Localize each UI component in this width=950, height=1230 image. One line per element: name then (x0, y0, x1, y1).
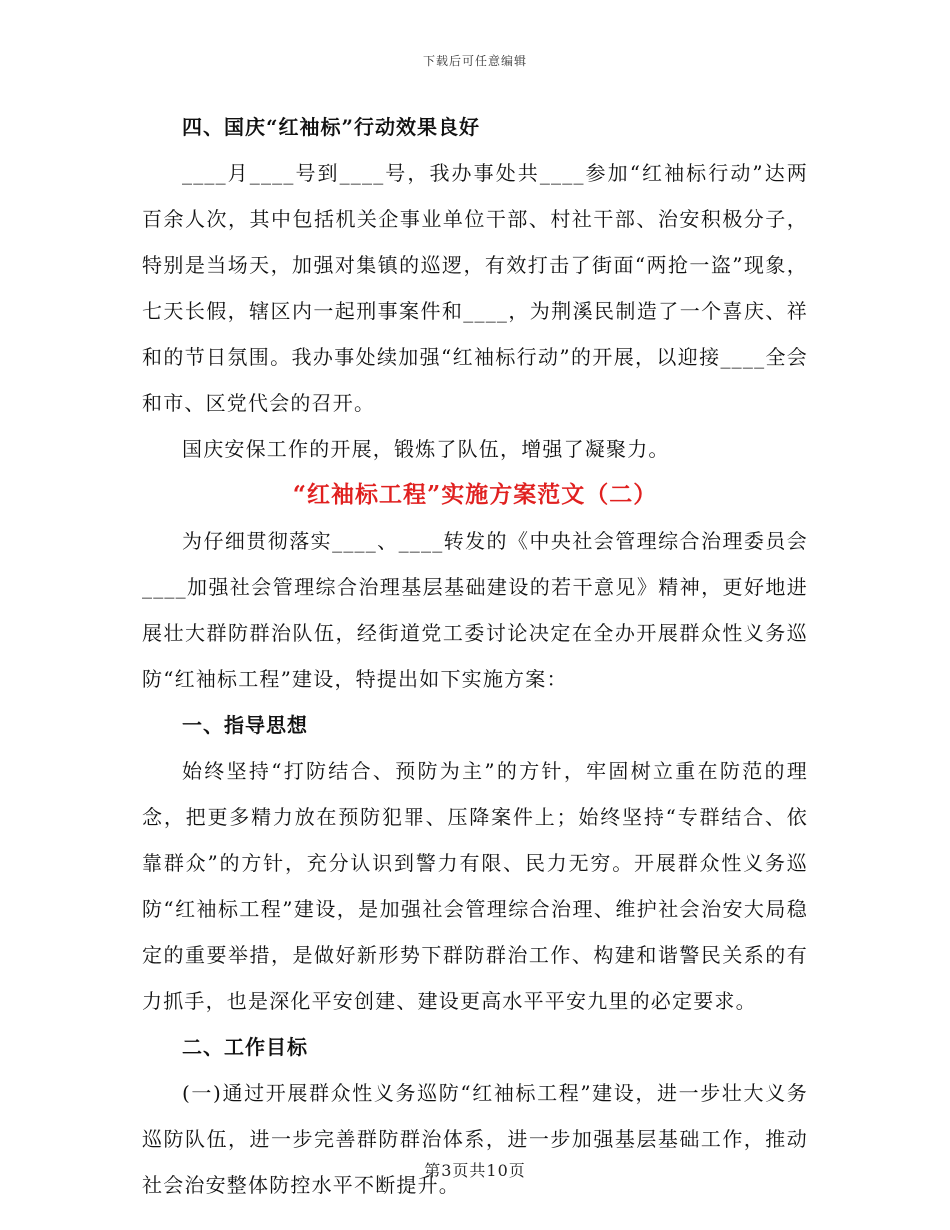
header-note: 下载后可任意编辑 (422, 54, 527, 68)
section-one-heading: 一、指导思想 (182, 713, 308, 737)
document-body (142, 104, 808, 1208)
section-one-paragraph: 始终坚持“打防结合、预防为主”的方针，牢固树立重在防范的理念，把更多精力放在预防犯罪、压降案件上；始终坚持“专群结合、依靠群众”的方针，充分认识到警力有限、民力无穷。开展群众性义务巡防“红袖标工程”建设，是加强社会管理综合治理、维护社会治安大局稳定的重要举措，是做好新形势下群防群治工作、构建和谐警民关系的有力抓手，也是深化平安创建、建设更高水平平安九里的必定要求。 (142, 759, 808, 1013)
page-number: 第3页共10页 (424, 1161, 526, 1180)
section-two-paragraph: (一)通过开展群众性义务巡防“红袖标工程”建设，进一步壮大义务巡防队伍，进一步完善群防群治体系，进一步加强基层基础工作，推动社会治安整体防控水平不断提升。 (142, 1081, 808, 1197)
intro-paragraph: 为仔细贯彻落实____、____转发的《中央社会管理综合治理委员会____加强社会管理综合治理基层基础建设的若干意见》精神，更好地进展壮大群防群治队伍，经街道党工委讨论决定在全办开展群众性义务巡防“红袖标工程”建设，特提出如下实施方案： (142, 529, 808, 691)
section-two-heading: 二、工作目标 (182, 1035, 308, 1059)
document-title: “红袖标工程”实施方案范文（二） (292, 481, 658, 508)
section-four-paragraph-2: 国庆安保工作的开展，锻炼了队伍，增强了凝聚力。 (182, 437, 670, 461)
section-four-heading: 四、国庆“红袖标”行动效果良好 (182, 115, 481, 139)
section-four-paragraph-1: ____月____号到____号，我办事处共____参加“红袖标行动”达两百余人次，其中包括机关企事业单位干部、村社干部、治安积极分子，特别是当场天，加强对集镇的巡逻，有效打击了街面“两抢一盗”现象，七天长假，辖区内一起刑事案件和____，为荆溪民制造了一个喜庆、祥和的节日氛围。我办事处续加强“红袖标行动”的开展，以迎接____全会和市、区党代会的召开。 (142, 161, 808, 415)
